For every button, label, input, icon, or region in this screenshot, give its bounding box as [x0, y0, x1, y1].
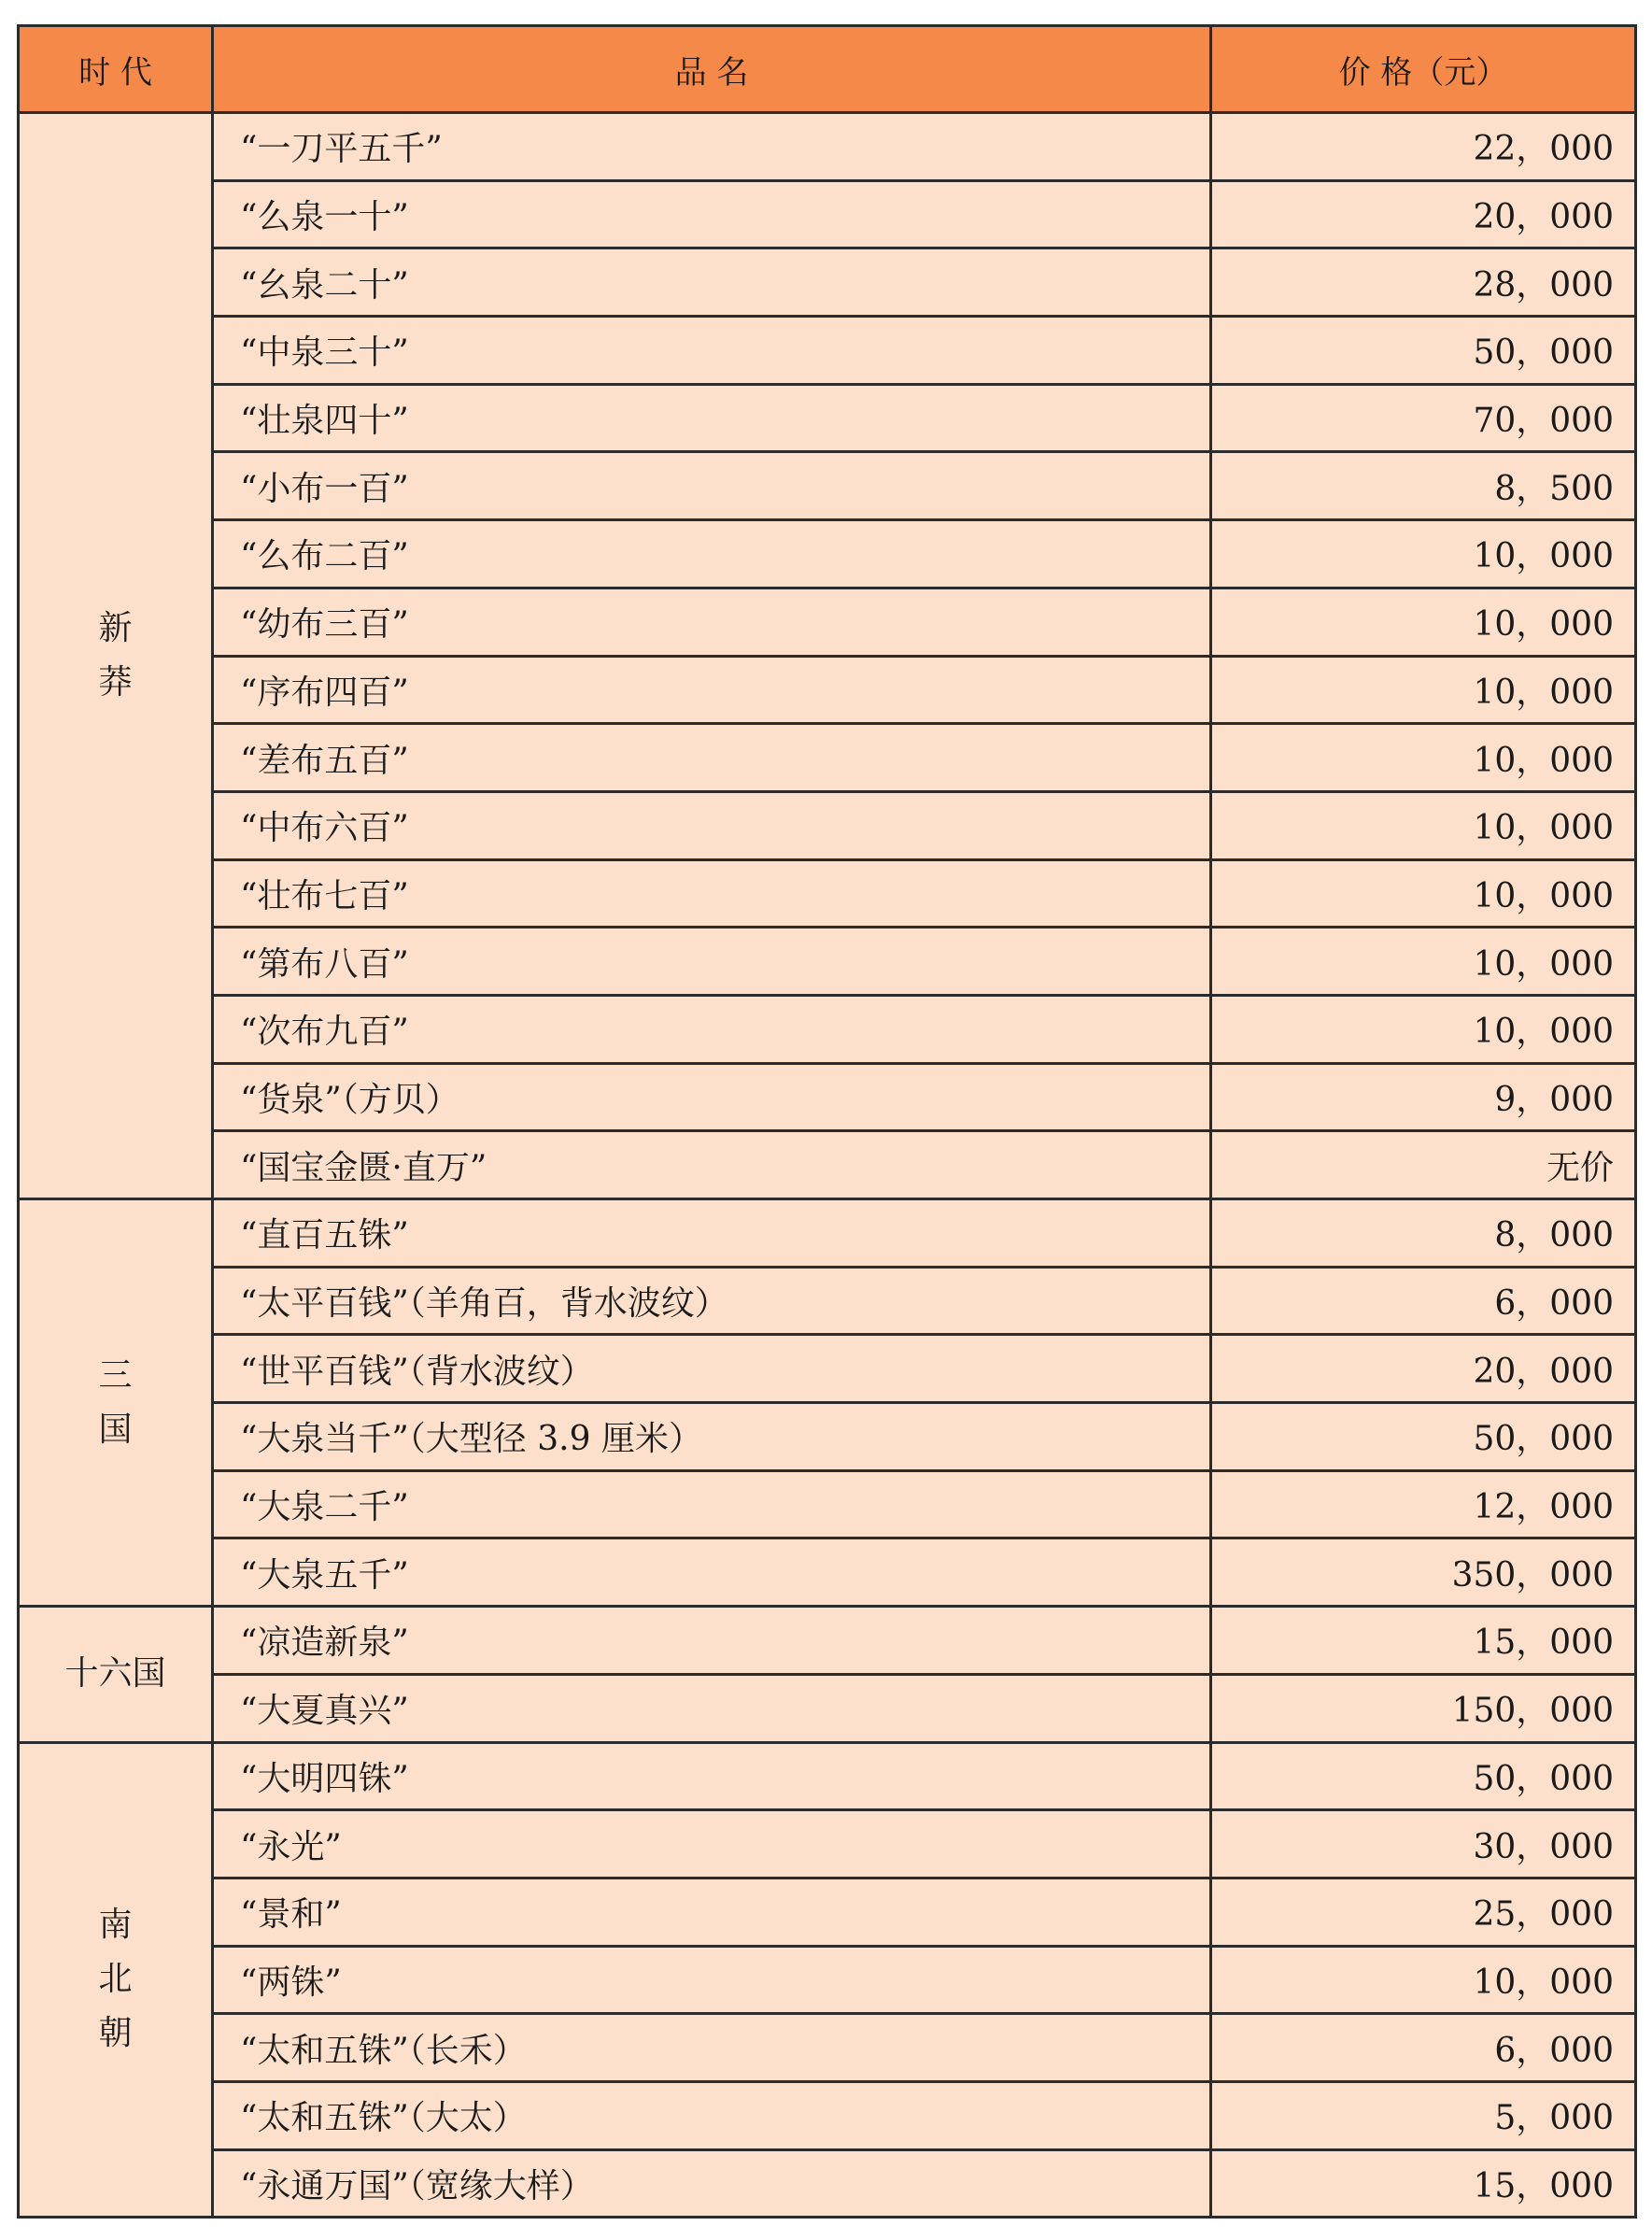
table-row: [19, 1335, 1636, 1403]
item-name: “永通万国”（宽缘大样）: [213, 2149, 1211, 2218]
era-cell: [19, 1742, 213, 2218]
item-name: “两铢”: [213, 1946, 1211, 2014]
item-price: 10，000: [1211, 520, 1636, 588]
item-price: 10，000: [1211, 995, 1636, 1063]
item-price: 15，000: [1211, 1607, 1636, 1675]
item-price: 9，000: [1211, 1063, 1636, 1131]
item-price: 10，000: [1211, 859, 1636, 928]
item-price: 8，500: [1211, 452, 1636, 520]
item-price: 5，000: [1211, 2081, 1636, 2149]
item-price: 50，000: [1211, 1742, 1636, 1810]
table-row: [19, 1063, 1636, 1131]
table-row: [19, 928, 1636, 996]
header-era: [19, 26, 213, 113]
item-price: 无价: [1211, 1131, 1636, 1199]
header-name: [213, 26, 1211, 113]
table-row: [19, 384, 1636, 452]
era-cell: [19, 1199, 213, 1607]
era-label: 十六国: [64, 1654, 166, 1694]
item-price: 50，000: [1211, 1403, 1636, 1471]
item-name: “世平百钱”（背水波纹）: [213, 1335, 1211, 1403]
price-table: [17, 24, 1637, 2219]
table-row: [19, 859, 1636, 928]
table-row: [19, 452, 1636, 520]
table-row: [19, 1403, 1636, 1471]
item-name: “中泉三十”: [213, 317, 1211, 385]
item-price: 6，000: [1211, 2014, 1636, 2082]
item-price: 10，000: [1211, 724, 1636, 792]
item-price: 10，000: [1211, 928, 1636, 996]
item-price: 22，000: [1211, 113, 1636, 181]
item-name: “壮泉四十”: [213, 384, 1211, 452]
item-price: 20，000: [1211, 180, 1636, 248]
era-cell: [19, 1607, 213, 1742]
item-price: 30，000: [1211, 1810, 1636, 1878]
table-row: [19, 248, 1636, 317]
table-row: [19, 2014, 1636, 2082]
item-name: “凉造新泉”: [213, 1607, 1211, 1675]
item-price: 28，000: [1211, 248, 1636, 317]
era-label: 南北朝: [98, 1906, 133, 2053]
item-name: “大明四铢”: [213, 1742, 1211, 1810]
table-row: [19, 2149, 1636, 2218]
item-name: “太和五铢”（大太）: [213, 2081, 1211, 2149]
table-row: [19, 1267, 1636, 1335]
item-price: 8，000: [1211, 1199, 1636, 1268]
item-name: “差布五百”: [213, 724, 1211, 792]
table-row: [19, 1878, 1636, 1946]
item-price: 10，000: [1211, 656, 1636, 724]
header-price-label: 价 格（元）: [1338, 53, 1508, 92]
item-name: “中布六百”: [213, 791, 1211, 859]
table-row: [19, 791, 1636, 859]
table-row: [19, 113, 1636, 181]
era-label: 三国: [98, 1355, 133, 1449]
header-row: [19, 26, 1636, 113]
table-row: [19, 588, 1636, 656]
item-name: “大夏真兴”: [213, 1674, 1211, 1742]
table-row: [19, 1199, 1636, 1268]
table-row: [19, 520, 1636, 588]
item-name: “大泉五千”: [213, 1538, 1211, 1607]
table-row: [19, 1538, 1636, 1607]
table-row: [19, 724, 1636, 792]
item-name: “景和”: [213, 1878, 1211, 1946]
table-body: [19, 113, 1636, 2218]
item-price: 12，000: [1211, 1470, 1636, 1538]
table-row: [19, 317, 1636, 385]
item-name: “第布八百”: [213, 928, 1211, 996]
table-row: [19, 1607, 1636, 1675]
table-row: [19, 1470, 1636, 1538]
era-cell: [19, 113, 213, 1199]
table-row: [19, 1742, 1636, 1810]
item-price: 70，000: [1211, 384, 1636, 452]
table-row: [19, 656, 1636, 724]
item-name: “么泉一十”: [213, 180, 1211, 248]
item-price: 350，000: [1211, 1538, 1636, 1607]
item-name: “一刀平五千”: [213, 113, 1211, 181]
table-row: [19, 180, 1636, 248]
item-name: “幼布三百”: [213, 588, 1211, 656]
item-price: 6，000: [1211, 1267, 1636, 1335]
table-header: [19, 26, 1636, 113]
table-row: [19, 1131, 1636, 1199]
item-name: “序布四百”: [213, 656, 1211, 724]
item-price: 20，000: [1211, 1335, 1636, 1403]
item-price: 10，000: [1211, 1946, 1636, 2014]
item-name: “货泉”（方贝）: [213, 1063, 1211, 1131]
item-price: 10，000: [1211, 791, 1636, 859]
header-price: [1211, 26, 1636, 113]
item-name: “永光”: [213, 1810, 1211, 1878]
item-price: 15，000: [1211, 2149, 1636, 2218]
table-row: [19, 1810, 1636, 1878]
table-row: [19, 2081, 1636, 2149]
era-label: 新莽: [98, 609, 133, 702]
header-era-label: 时 代: [78, 53, 152, 92]
table-row: [19, 995, 1636, 1063]
item-price: 50，000: [1211, 317, 1636, 385]
item-name: “么布二百”: [213, 520, 1211, 588]
item-price: 25，000: [1211, 1878, 1636, 1946]
item-name: “大泉二千”: [213, 1470, 1211, 1538]
item-name: “大泉当千”（大型径 3.9 厘米）: [213, 1403, 1211, 1471]
item-name: “幺泉二十”: [213, 248, 1211, 317]
item-name: “国宝金匮·直万”: [213, 1131, 1211, 1199]
table-row: [19, 1674, 1636, 1742]
item-name: “直百五铢”: [213, 1199, 1211, 1268]
item-name: “太平百钱”（羊角百，背水波纹）: [213, 1267, 1211, 1335]
item-name: “次布九百”: [213, 995, 1211, 1063]
header-name-label: 品 名: [674, 53, 749, 92]
item-name: “壮布七百”: [213, 859, 1211, 928]
item-price: 10，000: [1211, 588, 1636, 656]
item-name: “小布一百”: [213, 452, 1211, 520]
item-price: 150，000: [1211, 1674, 1636, 1742]
table-row: [19, 1946, 1636, 2014]
item-name: “太和五铢”（长禾）: [213, 2014, 1211, 2082]
